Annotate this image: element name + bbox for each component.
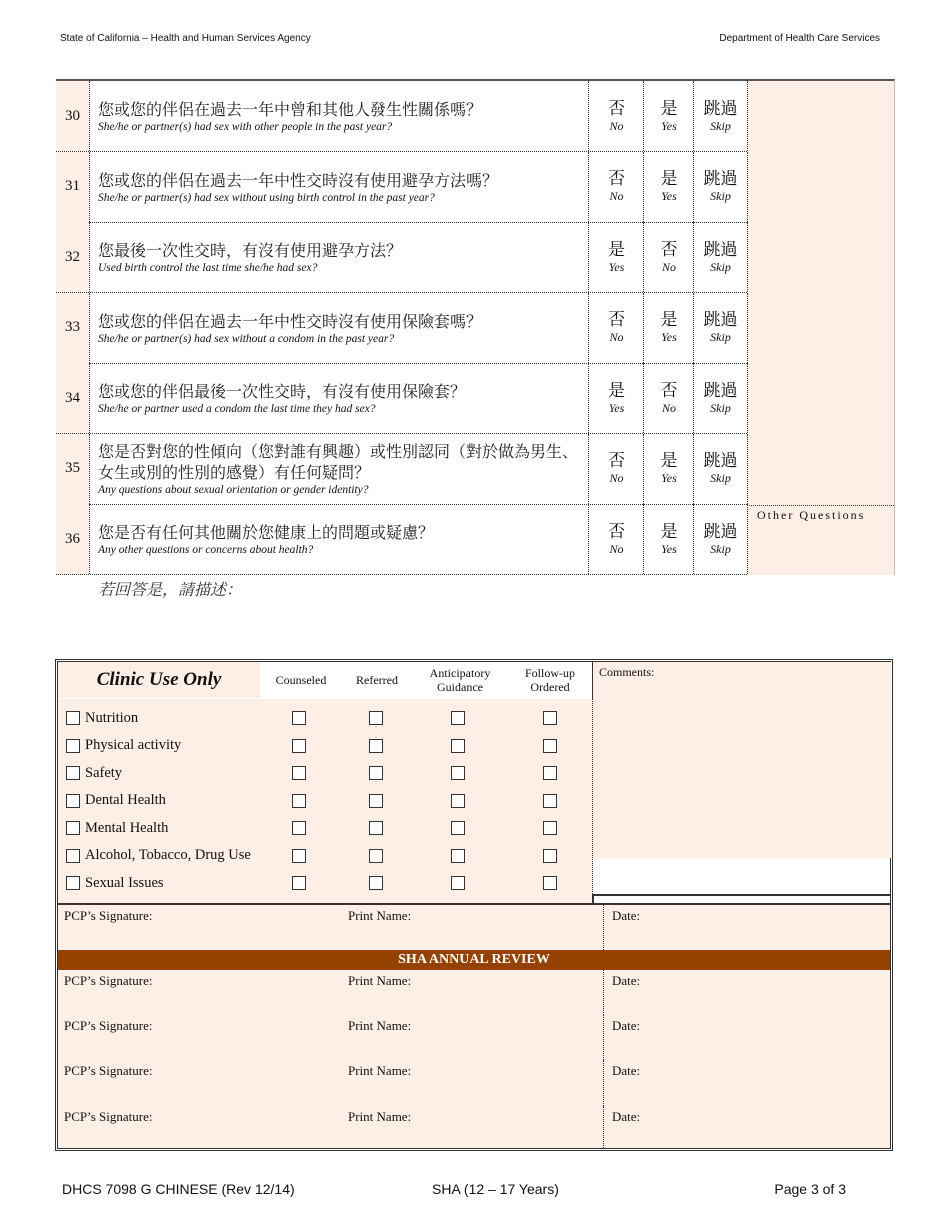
answer-english: Skip [710,259,731,274]
question-chinese: 您是否有任何其他關於您健康上的問題或疑慮？ [98,523,435,542]
status-checkbox-3[interactable] [451,766,465,780]
question-number: 36 [56,504,90,574]
question-number: 35 [56,434,90,504]
answer-option-3[interactable] [693,504,748,574]
topic-checkbox[interactable] [66,876,80,890]
topic-label: Alcohol, Tobacco, Drug Use [85,847,251,863]
topic-checkbox[interactable] [66,794,80,808]
question-english: She/he or partner used a condom the last time they had sex? [98,403,376,415]
answer-option-1[interactable] [588,152,644,222]
topic-checkbox[interactable] [66,766,80,780]
question-english: She/he or partner(s) had sex without using birth control in the past year? [98,191,435,204]
clinic-use-title: Clinic Use Only [58,662,261,698]
status-checkbox-1[interactable] [292,739,306,753]
question-chinese: 您或您的伴侶在過去一年中曾和其他人發生性關係嗎？ [98,100,483,119]
answer-chinese: 跳過 [703,451,738,471]
question-row [56,81,747,152]
status-checkbox-1[interactable] [292,876,306,890]
answer-english: No [661,400,676,415]
answer-english: No [609,118,624,133]
topic-label: Physical activity [85,737,182,753]
question-chinese: 您是否對您的性傾向（您對誰有興趣）或性別認同（對於做為男生、女生或別的性別的感覺）有任何疑問？ [98,442,579,482]
answer-option-3[interactable] [693,363,748,433]
answer-chinese: 跳過 [703,521,738,542]
status-checkbox-2[interactable] [369,876,383,890]
topic-item [66,708,138,728]
answer-option-2[interactable] [643,222,694,292]
date-label: Date: [612,1063,641,1078]
question-table [56,79,895,575]
answer-chinese: 否 [608,451,625,471]
answer-option-1[interactable] [588,504,644,574]
status-checkbox-2[interactable] [369,849,383,863]
answer-chinese: 是 [660,310,678,330]
question-text [98,504,588,574]
answer-chinese: 是 [660,451,678,471]
status-checkbox-2[interactable] [369,711,383,725]
topic-item [66,818,168,838]
signature-row[interactable] [58,903,890,953]
answer-option-1[interactable] [588,434,644,504]
status-checkbox-3[interactable] [451,821,465,835]
answer-option-1[interactable] [588,293,644,363]
question-row [56,222,747,293]
question-english: Used birth control the last time she/he had sex? [98,262,318,274]
question-chinese: 您最後一次性交時，有沒有使用避孕方法？ [98,241,403,260]
status-checkbox-2[interactable] [369,766,383,780]
status-checkbox-4[interactable] [543,766,557,780]
status-checkbox-3[interactable] [451,794,465,808]
print-name-label: Print Name: [348,973,412,988]
topic-checkbox[interactable] [66,711,80,725]
topic-label: Nutrition [85,709,139,726]
date-label: Date: [612,973,641,988]
answer-option-1[interactable] [588,81,644,151]
status-checkbox-2[interactable] [369,739,383,753]
answer-option-3[interactable] [693,222,748,292]
date-label: Date: [612,908,641,923]
question-text [98,222,588,292]
other-questions-label: Other Questions [757,508,866,522]
col-counseled: Counseled [260,662,343,698]
print-name-label: Print Name: [348,908,412,923]
question-row [56,293,747,364]
print-name-label: Print Name: [348,1063,412,1078]
question-english: She/he or partner(s) had sex without a condom in the past year? [98,332,395,345]
answer-chinese: 否 [608,169,625,189]
question-text [98,152,588,222]
answer-english: Skip [710,118,731,133]
answer-english: Yes [608,400,625,415]
answer-option-2[interactable] [643,434,694,504]
answer-chinese: 否 [608,310,625,330]
status-checkbox-1[interactable] [292,821,306,835]
answer-english: Yes [661,189,677,203]
comments-box[interactable] [592,662,891,858]
side-column [747,81,894,575]
question-text [98,363,588,433]
answer-option-2[interactable] [643,81,694,151]
status-checkbox-2[interactable] [369,821,383,835]
question-row [56,363,747,434]
answer-option-2[interactable] [643,363,694,433]
status-checkbox-4[interactable] [543,849,557,863]
answer-english: Skip [710,400,731,415]
answer-chinese: 否 [608,521,625,542]
answer-option-1[interactable] [588,363,644,433]
status-checkbox-3[interactable] [451,711,465,725]
answer-english: Skip [710,541,731,556]
topic-item [66,736,181,756]
agency-header: State of California – Health and Human Services Agency [60,33,311,44]
print-name-label: Print Name: [348,1018,412,1033]
question-number: 34 [56,363,90,433]
question-english: She/he or partner(s) had sex with other people in the past year? [98,121,393,133]
topic-label: Dental Health [85,792,166,808]
comments-label: Comments: [599,665,655,679]
status-checkbox-2[interactable] [369,794,383,808]
question-chinese: 您或您的伴侶最後一次性交時，有沒有使用保險套？ [98,382,467,401]
topic-item [66,763,122,783]
topic-label: Sexual Issues [85,874,164,891]
review-signature-row[interactable] [58,1015,890,1061]
answer-english: Yes [661,541,677,556]
form-age-range: SHA (12 – 17 Years) [432,1181,559,1197]
status-checkbox-4[interactable] [543,876,557,890]
review-signature-row[interactable] [58,1060,890,1107]
topic-checkbox[interactable] [66,821,80,835]
question-row [56,152,747,223]
date-label: Date: [612,1109,641,1124]
annual-review-banner: SHA ANNUAL REVIEW [58,950,890,970]
answer-english: No [609,541,624,556]
status-checkbox-3[interactable] [451,739,465,753]
col-anticipatory-guidance: Anticipatory Guidance [412,662,509,698]
question-chinese: 您或您的伴侶在過去一年中性交時沒有使用保險套嗎？ [98,311,483,331]
pcp-signature-label: PCP’s Signature: [64,908,153,923]
pcp-signature-label: PCP’s Signature: [64,973,153,988]
print-name-label: Print Name: [348,1109,412,1124]
pcp-signature-label: PCP’s Signature: [64,1018,153,1033]
topic-checkbox[interactable] [66,739,80,753]
clinic-use-section [55,659,893,1151]
followup-prompt: 若回答是，請描述： [98,580,243,599]
answer-english: Yes [661,471,677,485]
answer-option-3[interactable] [693,293,748,363]
answer-english: Skip [710,330,731,344]
answer-chinese: 是 [660,169,678,189]
status-checkbox-4[interactable] [543,711,557,725]
answer-english: No [609,330,624,344]
answer-english: No [609,471,624,485]
answer-english: Yes [661,118,677,133]
answer-chinese: 否 [660,380,678,401]
status-checkbox-4[interactable] [543,739,557,753]
answer-option-2[interactable] [643,152,694,222]
answer-chinese: 是 [608,380,625,401]
question-chinese: 您或您的伴侶在過去一年中性交時沒有使用避孕方法嗎？ [98,170,499,190]
department-header: Department of Health Care Services [719,33,880,44]
status-checkbox-1[interactable] [292,766,306,780]
topic-item [66,873,164,893]
question-english: Any questions about sexual orientation or gender identity? [98,484,369,496]
question-number: 30 [56,81,90,151]
answer-option-2[interactable] [643,293,694,363]
question-row [56,434,747,505]
question-text [98,434,588,504]
question-number: 31 [56,152,90,222]
status-checkbox-1[interactable] [292,849,306,863]
answer-option-3[interactable] [693,152,748,222]
date-label: Date: [612,1018,641,1033]
status-checkbox-4[interactable] [543,794,557,808]
topic-item [66,846,251,866]
review-signature-row[interactable] [58,1106,890,1148]
question-text [98,293,588,363]
answer-english: Skip [710,189,731,203]
col-referred: Referred [342,662,413,698]
answer-chinese: 是 [660,521,678,542]
answer-english: Yes [661,330,677,344]
question-number: 33 [56,293,90,363]
page-number: Page 3 of 3 [774,1181,846,1197]
topic-item [66,791,166,811]
col-follow-up-ordered: Follow-up Ordered [508,662,593,698]
form-number: DHCS 7098 G CHINESE (Rev 12/14) [62,1181,295,1197]
answer-option-3[interactable] [693,81,748,151]
answer-english: No [661,259,676,274]
question-english: Any other questions or concerns about health? [98,544,314,556]
answer-chinese: 否 [608,98,625,119]
status-checkbox-1[interactable] [292,711,306,725]
status-checkbox-4[interactable] [543,821,557,835]
topic-label: Safety [85,764,123,781]
question-row [56,504,747,575]
clinic-checklist [58,699,592,904]
status-checkbox-3[interactable] [451,876,465,890]
status-checkbox-3[interactable] [451,849,465,863]
answer-chinese: 是 [608,239,625,260]
answer-english: Skip [710,471,731,485]
review-signature-row[interactable] [58,970,890,1016]
answer-chinese: 跳過 [703,310,738,330]
answer-chinese: 否 [660,239,678,260]
question-number: 32 [56,222,90,292]
answer-chinese: 是 [660,98,678,119]
answer-english: Yes [608,259,625,274]
answer-chinese: 跳過 [703,239,738,260]
status-checkbox-1[interactable] [292,794,306,808]
question-text [98,81,588,151]
pcp-signature-label: PCP’s Signature: [64,1109,153,1124]
answer-chinese: 跳過 [703,98,738,119]
answer-english: No [609,189,624,203]
answer-option-3[interactable] [693,434,748,504]
topic-checkbox[interactable] [66,849,80,863]
answer-option-2[interactable] [643,504,694,574]
answer-chinese: 跳過 [703,169,738,189]
topic-label: Mental Health [85,819,169,836]
answer-option-1[interactable] [588,222,644,292]
pcp-signature-label: PCP’s Signature: [64,1063,153,1078]
answer-chinese: 跳過 [703,380,738,401]
